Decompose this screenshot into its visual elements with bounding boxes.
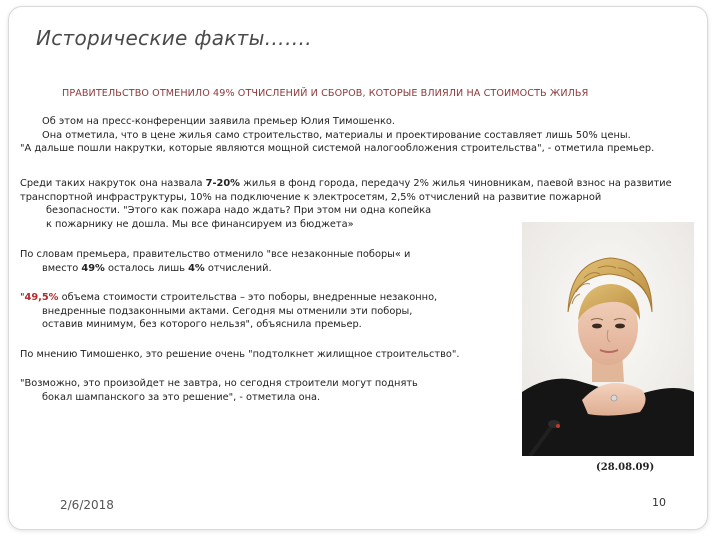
p4-text-a: объема стоимости строительства – это поборы, внедренные незаконно, xyxy=(58,292,438,303)
p1-line-1: Об этом на пресс-конференции заявила премьер Юлия Тимошенко. xyxy=(42,116,395,127)
p2-highlight: 7-20% xyxy=(205,178,240,189)
p2-line-3: безопасности. "Этого как пожара надо ждать? При этом ни одна копейка xyxy=(46,205,432,216)
p3-text-a: вместо xyxy=(42,262,82,274)
p2-text-a: Среди таких накруток она назвала xyxy=(20,178,206,189)
p1-line-2: Она отметила, что в цене жилья само строительство, материалы и проектирование составляет лишь 50% цены. xyxy=(42,129,631,141)
p3-line-1: По словам премьера, правительство отменило "все незаконные поборы« и xyxy=(20,249,411,260)
portrait-illustration xyxy=(522,222,694,456)
p1-line-3: "А дальше пошли накрутки, которые являются мощной системой налогообложения строительства", - отметила премьер. xyxy=(20,143,655,154)
p4-quote: " xyxy=(20,292,25,303)
p3-text-b: осталось лишь xyxy=(104,262,189,274)
p2-line-4: к пожарнику не дошла. Мы все финансируем из бюджета» xyxy=(46,218,354,230)
footer-date: 2/6/2018 xyxy=(60,498,114,512)
p3-highlight-2: 4% xyxy=(188,262,205,274)
slide-title: Исторические факты……. xyxy=(36,26,312,50)
p6-line-1: "Возможно, это произойдет не завтра, но сегодня строители могут поднять xyxy=(20,378,418,389)
page-number: 10 xyxy=(652,496,666,509)
p4-line-3: оставив минимум, без которого нельзя", объяснила премьер. xyxy=(42,319,362,330)
p6-line-2: бокал шампанского за это решение", - отметила она. xyxy=(42,391,321,403)
p4-line-2: внедренные подзаконными актами. Сегодня мы отменили эти поборы, xyxy=(42,305,413,317)
p3-text-c: отчислений. xyxy=(204,262,272,274)
paragraph-opinion: По мнению Тимошенко, это решение очень "подтолкнет жилищное строительство". xyxy=(20,349,460,360)
p2-line-1 xyxy=(20,177,700,191)
paragraph-press-conference xyxy=(20,115,700,156)
p4-highlight: 49,5% xyxy=(24,292,59,303)
p3-highlight-1: 49% xyxy=(81,262,105,274)
p2-line-2: транспортной инфраструктуры, 10% на подключение к электросетям, 2,5% отчислений на развитие пожарной xyxy=(20,191,602,203)
portrait-photo xyxy=(522,222,694,456)
p2-text-b: жилья в фонд города, передачу 2% жилья чиновникам, паевой взнос на развитие xyxy=(239,178,672,189)
news-date: (28.08.09) xyxy=(596,462,655,473)
slide-subtitle: ПРАВИТЕЛЬСТВО ОТМЕНИЛО 49% ОТЧИСЛЕНИЙ И СБОРОВ, КОТОРЫЕ ВЛИЯЛИ НА СТОИМОСТЬ ЖИЛЬЯ xyxy=(62,88,589,99)
